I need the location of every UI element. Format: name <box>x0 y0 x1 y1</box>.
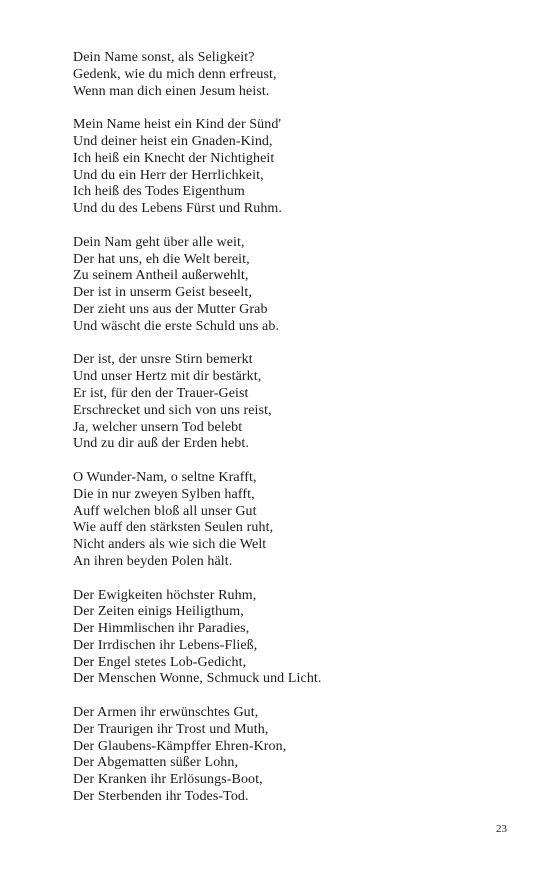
poem-line: Die in nur zweyen Sylben hafft, <box>73 486 255 502</box>
stanza <box>73 50 513 100</box>
poem-line: Der Engel stetes Lob-Gedicht, <box>73 654 247 670</box>
stanza <box>73 588 513 689</box>
poem-line: Und unser Hertz mit dir bestärkt, <box>73 369 262 385</box>
poem-line: Wenn man dich einen Jesum heist. <box>73 83 270 99</box>
poem-line: Der ist in unserm Geist beseelt, <box>73 285 252 301</box>
poem-line: Und du des Lebens Fürst und Ruhm. <box>73 201 283 217</box>
poem-line: Ich heiß ein Knecht der Nichtigheit <box>73 150 275 166</box>
poem-line: Der Himmlischen ihr Paradies, <box>73 621 250 637</box>
poem-line: Auff welchen bloß all unser Gut <box>73 503 257 519</box>
poem-line: Der hat uns, eh die Welt bereit, <box>73 251 250 267</box>
poem-line: Der Abgematten süßer Lohn, <box>73 755 239 771</box>
poem-line: Nicht anders als wie sich die Welt <box>73 537 267 553</box>
poem-line: O Wunder-Nam, o seltne Krafft, <box>73 469 257 485</box>
poem-line: Ja, welcher unsern Tod belebt <box>73 419 243 435</box>
poem-line: Der Sterbenden ihr Todes-Tod. <box>73 789 249 805</box>
poem-text <box>73 50 513 823</box>
poem-line: Dein Name sonst, als Seligkeit? <box>73 50 255 65</box>
poem-line: Der Ewigkeiten höchster Ruhm, <box>73 587 257 603</box>
poem-line: Er ist, für den der Trauer-Geist <box>73 385 249 401</box>
poem-line: Der Zeiten einigs Heiligthum, <box>73 604 244 620</box>
poem-line: Der zieht uns aus der Mutter Grab <box>73 301 268 317</box>
poem-line: Der Traurigen ihr Trost und Muth, <box>73 721 269 737</box>
stanza <box>73 705 513 806</box>
poem-line: Und wäscht die erste Schuld uns ab. <box>73 318 280 334</box>
poem-line: Erschrecket und sich von uns reist, <box>73 402 272 418</box>
poem-line: Der Irrdischen ihr Lebens-Fließ, <box>73 637 258 653</box>
stanza <box>73 352 513 453</box>
poem-line: Der Kranken ihr Erlösungs-Boot, <box>73 772 263 788</box>
poem-line: Der Menschen Wonne, Schmuck und Licht. <box>73 671 322 687</box>
poem-line: Wie auff den stärksten Seulen ruht, <box>73 520 274 536</box>
poem-line: Und deiner heist ein Gnaden-Kind, <box>73 133 273 149</box>
poem-line: Mein Name heist ein Kind der Sünd' <box>73 117 282 133</box>
poem-line: Ich heiß des Todes Eigenthum <box>73 184 245 200</box>
poem-line: Der Glaubens-Kämpffer Ehren-Kron, <box>73 738 287 754</box>
poem-line: Zu seinem Antheil außerwehlt, <box>73 268 249 284</box>
stanza <box>73 235 513 336</box>
page-number: 23 <box>496 823 507 835</box>
stanza <box>73 117 513 218</box>
poem-line: An ihren beyden Polen hält. <box>73 553 233 569</box>
poem-line: Und zu dir auß der Erden hebt. <box>73 436 249 452</box>
poem-line: Dein Nam geht über alle weit, <box>73 234 245 250</box>
poem-line: Der ist, der unsre Stirn bemerkt <box>73 352 253 368</box>
poem-line: Gedenk, wie du mich denn erfreust, <box>73 66 277 82</box>
poem-line: Der Armen ihr erwünschtes Gut, <box>73 705 259 721</box>
poem-line: Und du ein Herr der Herrlichkeit, <box>73 167 264 183</box>
stanza <box>73 470 513 571</box>
